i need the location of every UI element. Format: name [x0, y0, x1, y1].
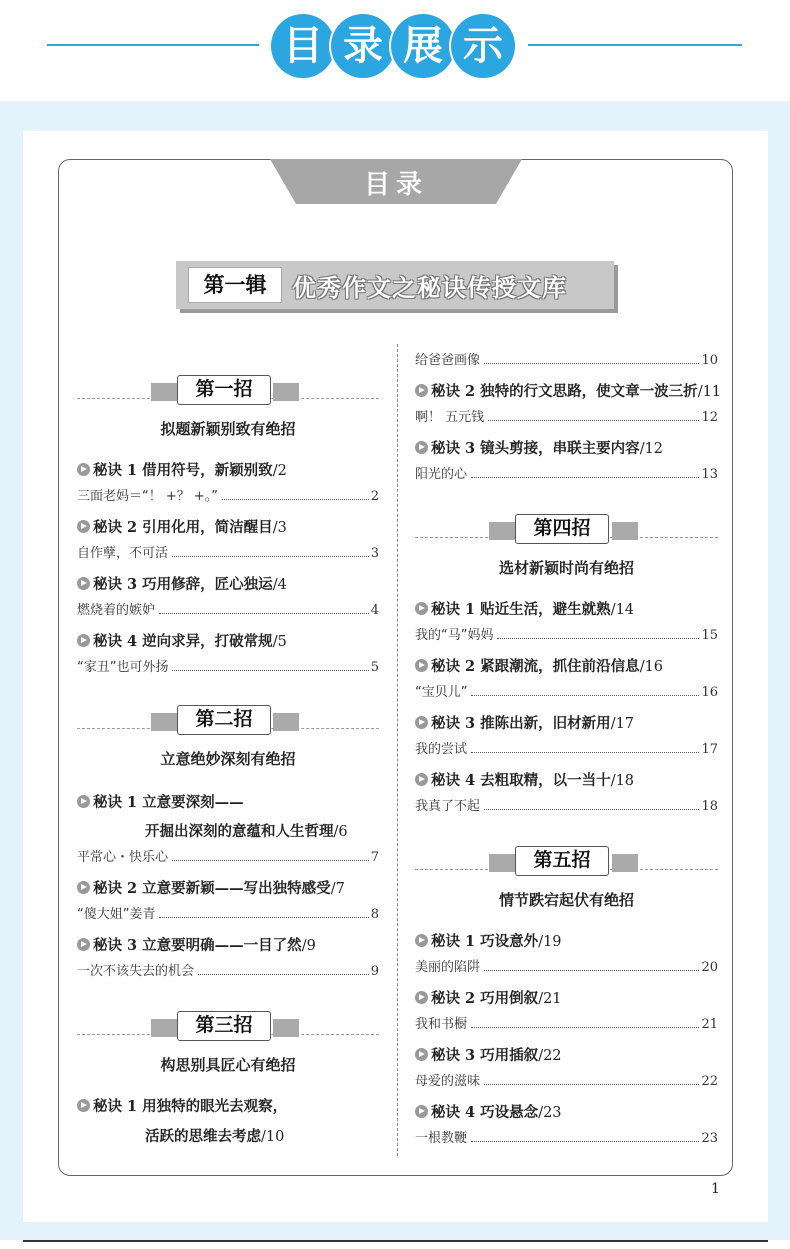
- article-entry[interactable]: 我真了不起 18: [415, 799, 718, 814]
- article-entry[interactable]: “宝贝儿” 16: [415, 685, 718, 700]
- play-bullet-icon: [415, 384, 428, 397]
- banner-right-line: [528, 44, 742, 46]
- secret-entry[interactable]: 秘诀 1 借用符号，新颖别致/2: [77, 459, 287, 480]
- secret-entry[interactable]: 秘诀 3 立意要明确——一目了然/9: [77, 934, 316, 955]
- play-bullet-icon: [415, 602, 428, 615]
- article-entry[interactable]: 我和书橱 21: [415, 1017, 718, 1032]
- secret-entry[interactable]: 秘诀 1 用独特的眼光去观察，: [77, 1095, 287, 1116]
- secret-entry[interactable]: 秘诀 2 紧跟潮流，抓住前沿信息/16: [415, 655, 663, 676]
- article-entry[interactable]: 一次不该失去的机会 9: [77, 964, 379, 979]
- article-entry[interactable]: “家丑”也可外扬 5: [77, 660, 379, 675]
- play-bullet-icon: [415, 441, 428, 454]
- section-header: [415, 514, 718, 546]
- article-entry[interactable]: 啊！ 五元钱 12: [415, 410, 718, 425]
- section-subtitle: 立意绝妙深刻有绝招: [160, 750, 296, 768]
- play-bullet-icon: [77, 577, 90, 590]
- play-bullet-icon: [415, 659, 428, 672]
- secret-entry[interactable]: 秘诀 4 逆向求异，打破常规/5: [77, 630, 287, 651]
- secret-entry[interactable]: 秘诀 1 巧设意外/19: [415, 930, 562, 951]
- article-entry[interactable]: 阳光的心 13: [415, 467, 718, 482]
- article-entry[interactable]: “傻大姐”姜青 8: [77, 907, 379, 922]
- play-bullet-icon: [415, 716, 428, 729]
- section-label: 第四招: [515, 514, 609, 544]
- play-bullet-icon: [77, 795, 90, 808]
- section-subtitle: 构思别具匠心有绝招: [160, 1056, 296, 1074]
- secret-entry[interactable]: 秘诀 2 立意要新颖——写出独特感受/7: [77, 877, 345, 898]
- page-number: 1: [711, 1181, 720, 1197]
- article-entry[interactable]: 母爱的滋味 22: [415, 1074, 718, 1089]
- section-header: [77, 1011, 379, 1043]
- banner-char: 目: [271, 14, 335, 78]
- banner-char: 示: [451, 14, 515, 78]
- article-entry[interactable]: 自作孽，不可活 3: [77, 546, 379, 561]
- volume-title: 优秀作文之秘诀传授文库: [292, 273, 567, 302]
- secret-entry[interactable]: 秘诀 1 贴近生活，避生就熟/14: [415, 598, 634, 619]
- section-header: [77, 705, 379, 737]
- play-bullet-icon: [415, 1048, 428, 1061]
- section-label: 第三招: [177, 1011, 271, 1041]
- play-bullet-icon: [77, 520, 90, 533]
- article-entry[interactable]: 三面老妈＝“！ +？ +。” 2: [77, 489, 379, 504]
- article-entry[interactable]: 一根教鞭 23: [415, 1131, 718, 1146]
- article-entry[interactable]: 我的“马”妈妈 15: [415, 628, 718, 643]
- secret-entry-continuation[interactable]: 活跃的思维去考虑/10: [145, 1128, 285, 1145]
- column-divider: [397, 344, 398, 1156]
- banner-left-line: [47, 44, 259, 46]
- play-bullet-icon: [415, 991, 428, 1004]
- play-bullet-icon: [415, 934, 428, 947]
- banner-char: 录: [331, 14, 395, 78]
- toc-title: 目录: [363, 170, 428, 200]
- play-bullet-icon: [77, 1099, 90, 1112]
- article-entry[interactable]: 我的尝试 17: [415, 742, 718, 757]
- secret-entry[interactable]: 秘诀 2 引用化用，简洁醒目/3: [77, 516, 287, 537]
- section-subtitle: 情节跌宕起伏有绝招: [498, 891, 634, 909]
- section-label: 第五招: [515, 846, 609, 876]
- bottom-rule: [23, 1240, 768, 1242]
- article-entry[interactable]: 平常心・快乐心 7: [77, 850, 379, 865]
- section-subtitle: 选材新颖时尚有绝招: [498, 559, 634, 577]
- article-entry[interactable]: 燃烧着的嫉妒 4: [77, 603, 379, 618]
- secret-entry[interactable]: 秘诀 2 独特的行文思路，使文章一波三折/11: [415, 380, 721, 401]
- play-bullet-icon: [77, 463, 90, 476]
- section-header: [77, 375, 379, 407]
- section-label: 第二招: [177, 705, 271, 735]
- banner-title: [271, 14, 511, 78]
- play-bullet-icon: [415, 773, 428, 786]
- section-subtitle: 拟题新颖别致有绝招: [160, 420, 296, 438]
- secret-entry[interactable]: 秘诀 2 巧用倒叙/21: [415, 987, 562, 1008]
- volume-number: 第一辑: [188, 267, 282, 303]
- secret-entry-continuation[interactable]: 开掘出深刻的意蕴和人生哲理/6: [145, 823, 348, 840]
- secret-entry[interactable]: 秘诀 1 立意要深刻——: [77, 791, 244, 812]
- banner-char: 展: [391, 14, 455, 78]
- header-banner: [0, 0, 790, 100]
- play-bullet-icon: [77, 881, 90, 894]
- section-header: [415, 846, 718, 878]
- play-bullet-icon: [415, 1105, 428, 1118]
- secret-entry[interactable]: 秘诀 4 巧设悬念/23: [415, 1101, 562, 1122]
- article-entry[interactable]: 给爸爸画像 10: [415, 353, 718, 368]
- secret-entry[interactable]: 秘诀 3 巧用插叙/22: [415, 1044, 562, 1065]
- play-bullet-icon: [77, 938, 90, 951]
- secret-entry[interactable]: 秘诀 3 镜头剪接，串联主要内容/12: [415, 437, 663, 458]
- article-entry[interactable]: 美丽的陷阱 20: [415, 960, 718, 975]
- section-label: 第一招: [177, 375, 271, 405]
- play-bullet-icon: [77, 634, 90, 647]
- secret-entry[interactable]: 秘诀 3 巧用修辞，匠心独运/4: [77, 573, 287, 594]
- secret-entry[interactable]: 秘诀 4 去粗取精，以一当十/18: [415, 769, 634, 790]
- secret-entry[interactable]: 秘诀 3 推陈出新，旧材新用/17: [415, 712, 634, 733]
